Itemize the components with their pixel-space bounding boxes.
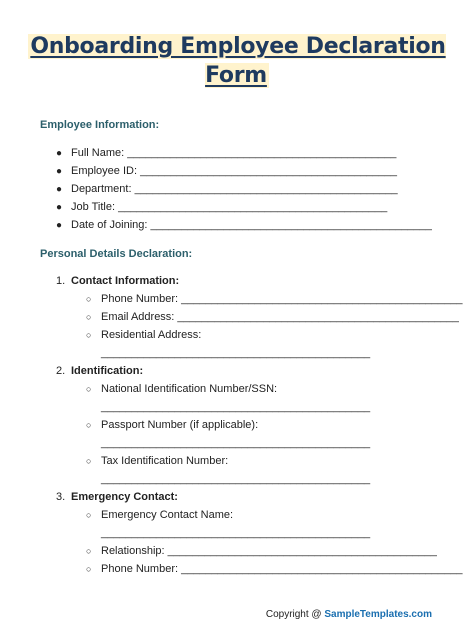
employee-info-heading: Employee Information: xyxy=(40,119,160,131)
circle-bullet-icon: ○ xyxy=(86,384,92,394)
field-tax-id-label: Tax Identification Number: xyxy=(101,455,229,467)
list-item xyxy=(86,293,463,305)
circle-bullet-icon: ○ xyxy=(86,456,92,466)
bullet-icon: ● xyxy=(56,148,63,159)
field-emergency-phone[interactable]: Phone Number: ______________________________________________ xyxy=(101,563,463,575)
field-emergency-name[interactable]: ____________________________________________ xyxy=(101,527,371,539)
page-title-text: Onboarding Employee Declaration Form xyxy=(30,34,446,88)
list-item xyxy=(86,419,258,431)
list-item xyxy=(86,383,277,395)
field-residential-address-label: Residential Address: xyxy=(101,329,202,341)
field-full-name[interactable]: Full Name: ____________________________________________ xyxy=(71,147,397,159)
circle-bullet-icon: ○ xyxy=(86,312,92,322)
circle-bullet-icon: ○ xyxy=(86,420,92,430)
copyright-prefix: Copyright @ xyxy=(265,609,322,620)
item-number: 3. xyxy=(56,491,66,503)
field-relationship[interactable]: Relationship: ____________________________________________ xyxy=(101,545,437,557)
field-passport[interactable]: ____________________________________________ xyxy=(101,437,371,449)
field-passport-label: Passport Number (if applicable): xyxy=(101,419,259,431)
list-item xyxy=(56,201,387,213)
list-item xyxy=(86,563,463,575)
circle-bullet-icon: ○ xyxy=(86,510,92,520)
numbered-item xyxy=(56,365,143,377)
circle-bullet-icon: ○ xyxy=(86,294,92,304)
field-tax-id[interactable]: ____________________________________________ xyxy=(101,473,371,485)
field-job-title[interactable]: Job Title: ____________________________________________ xyxy=(71,201,388,213)
item-number: 1. xyxy=(56,275,66,287)
page-title xyxy=(20,32,454,90)
bullet-icon: ● xyxy=(56,220,63,231)
list-item xyxy=(86,329,201,341)
field-residential-address[interactable]: ____________________________________________ xyxy=(101,347,371,359)
list-item xyxy=(56,183,398,195)
field-ssn[interactable]: ____________________________________________ xyxy=(101,401,371,413)
contact-info-label: Contact Information: xyxy=(71,275,180,287)
circle-bullet-icon: ○ xyxy=(86,546,92,556)
list-item xyxy=(86,455,228,467)
bullet-icon: ● xyxy=(56,202,63,213)
list-item xyxy=(56,147,396,159)
bullet-icon: ● xyxy=(56,184,63,195)
copyright-footer xyxy=(266,609,432,620)
circle-bullet-icon: ○ xyxy=(86,330,92,340)
brand-link[interactable]: SampleTemplates.com xyxy=(324,609,432,620)
bullet-icon: ● xyxy=(56,166,63,177)
numbered-item xyxy=(56,275,179,287)
field-email-address[interactable]: Email Address: ______________________________________________ xyxy=(101,311,459,323)
field-date-of-joining[interactable]: Date of Joining: ______________________________________________ xyxy=(71,219,432,231)
identification-label: Identification: xyxy=(71,365,144,377)
circle-bullet-icon: ○ xyxy=(86,564,92,574)
field-ssn-label: National Identification Number/SSN: xyxy=(101,383,278,395)
emergency-contact-label: Emergency Contact: xyxy=(71,491,178,503)
list-item xyxy=(86,545,437,557)
personal-details-heading: Personal Details Declaration: xyxy=(40,248,193,260)
field-employee-id[interactable]: Employee ID: __________________________________________ xyxy=(71,165,398,177)
numbered-item xyxy=(56,491,178,503)
item-number: 2. xyxy=(56,365,66,377)
list-item xyxy=(86,311,459,323)
field-phone-number[interactable]: Phone Number: ______________________________________________ xyxy=(101,293,463,305)
list-item xyxy=(86,509,233,521)
list-item xyxy=(56,219,432,231)
field-department[interactable]: Department: ___________________________________________ xyxy=(71,183,398,195)
field-emergency-name-label: Emergency Contact Name: xyxy=(101,509,234,521)
list-item xyxy=(56,165,397,177)
